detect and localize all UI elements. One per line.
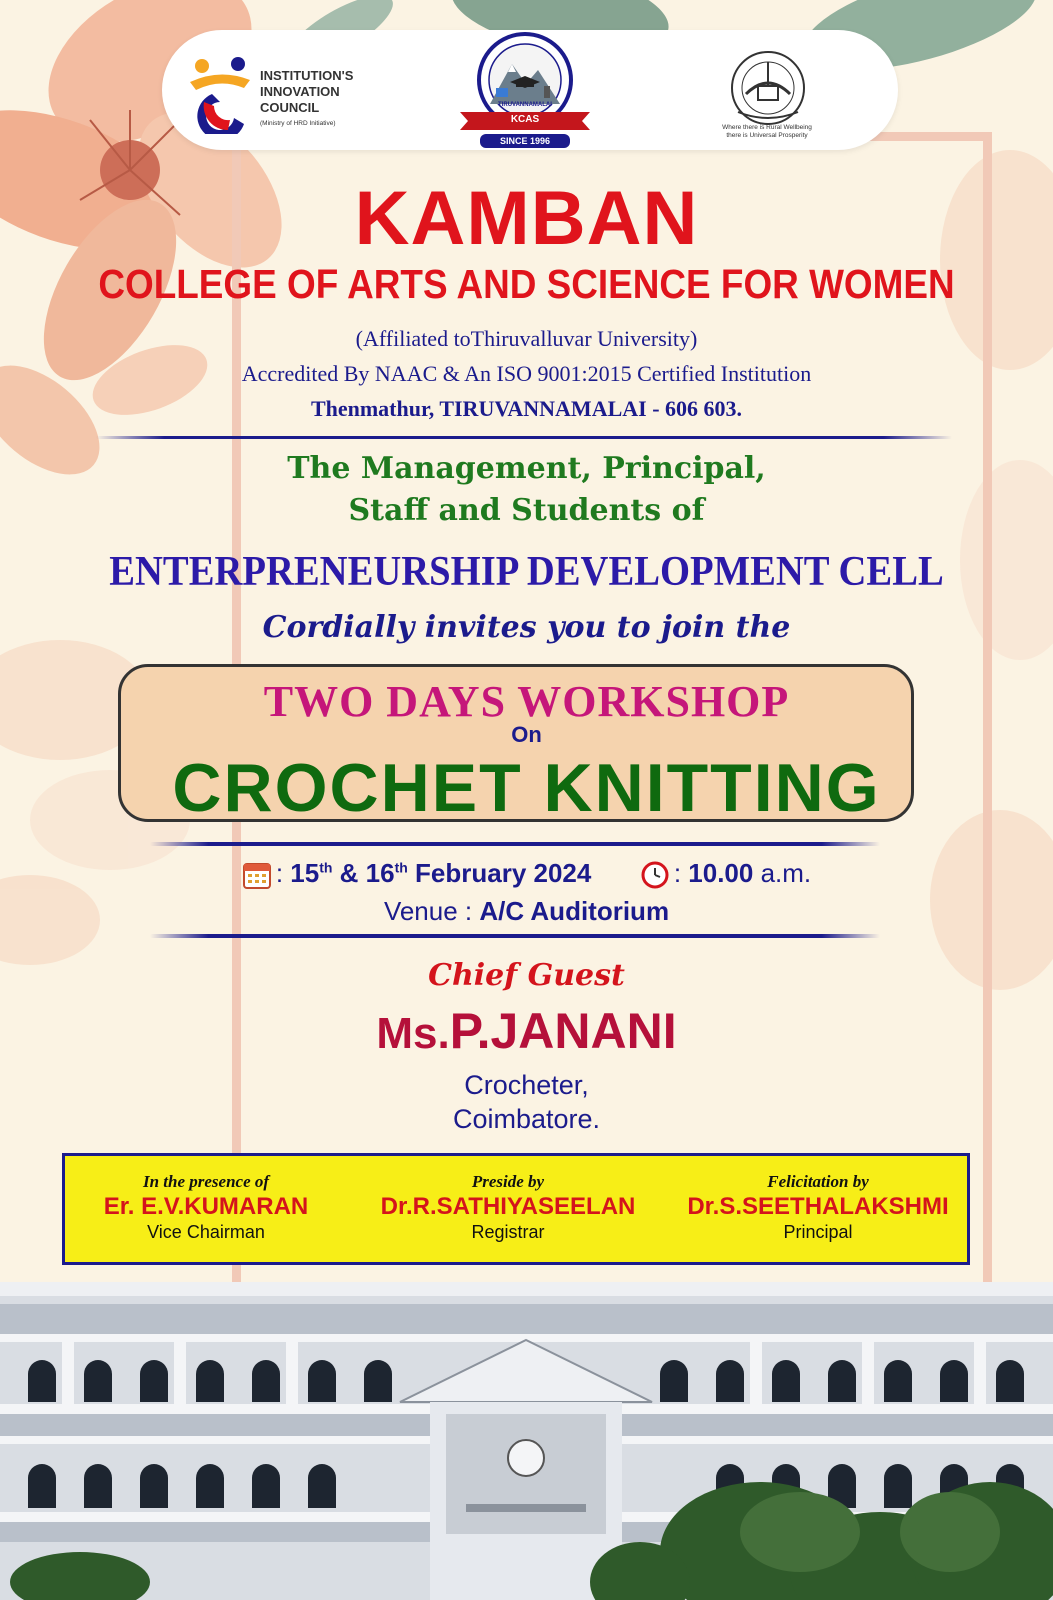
time-value: 10.00 <box>688 858 754 888</box>
clock-icon <box>640 860 670 890</box>
workshop-on: On <box>511 722 542 747</box>
chief-guest-prefix: Ms. <box>376 1009 450 1058</box>
college-name: KAMBAN <box>354 176 699 261</box>
iic-subtitle: (Ministry of HRD Initiative) <box>260 120 336 127</box>
cell-name: ENTERPRENEURSHIP DEVELOPMENT CELL <box>109 549 944 595</box>
date-day-1: 15 <box>290 858 320 888</box>
dignitary-name: Dr.S.SEETHALAKSHMI <box>687 1193 949 1220</box>
kcas-since-text: SINCE 1996 <box>480 134 570 148</box>
date-colon: : <box>275 858 291 888</box>
divider-lower-details <box>150 934 880 938</box>
seal-caption <box>702 124 832 140</box>
venue-value: A/C Auditorium <box>479 896 670 926</box>
workshop-topic: CROCHET KNITTING <box>172 750 881 826</box>
invitation-from <box>0 448 1053 532</box>
dignitary-presence <box>56 1172 356 1243</box>
date-month-year: February 2024 <box>415 858 592 888</box>
iic-line-1: INSTITUTION'S <box>260 68 354 83</box>
college-building-image <box>0 1282 1053 1600</box>
workshop-title: TWO DAYS WORKSHOP <box>263 677 790 726</box>
time-colon: : <box>673 858 689 888</box>
dignitary-role: Vice Chairman <box>147 1222 265 1242</box>
dignitary-felicitation <box>668 1172 968 1243</box>
dignitary-title: In the presence of <box>142 1172 270 1191</box>
invitation-from-line-2: Staff and Students of <box>348 493 705 528</box>
calendar-icon <box>242 860 272 890</box>
seal-caption-line-1: Where there is Rural Wellbeing <box>722 124 812 131</box>
date-suffix-2: th <box>394 859 408 876</box>
iic-text <box>260 68 353 132</box>
date-suffix-1: th <box>319 859 333 876</box>
kcas-ribbon-text: KCAS <box>510 114 540 125</box>
dignitary-name: Er. E.V.KUMARAN <box>103 1193 309 1220</box>
kcas-city-text: TIRUVANNAMALAI <box>498 102 552 108</box>
chief-guest-label: Chief Guest <box>428 958 625 993</box>
iic-logo <box>182 54 412 134</box>
kcas-logo <box>460 32 590 148</box>
dignitary-name: Dr.R.SATHIYASEELAN <box>380 1193 636 1220</box>
divider-top <box>96 436 952 439</box>
logo-bar <box>162 30 898 150</box>
address-text: Thenmathur, TIRUVANNAMALAI - 606 603. <box>310 396 743 421</box>
chief-guest-role: Crocheter, <box>464 1070 589 1100</box>
date-ampersand: & <box>339 858 359 888</box>
chief-guest-name-text: P.JANANI <box>449 1003 677 1059</box>
invite-text: Cordially invites you to join the <box>262 610 791 645</box>
seal-caption-line-2: there is Universal Prosperity <box>726 132 808 139</box>
chief-guest-name <box>0 1002 1053 1060</box>
chief-guest-place: Coimbatore. <box>452 1104 601 1134</box>
chief-guest-details <box>0 1068 1053 1136</box>
iic-line-3: COUNCIL <box>260 100 320 115</box>
dignitary-title: Felicitation by <box>767 1172 869 1191</box>
dignitary-preside <box>358 1172 658 1243</box>
dignitary-role: Principal <box>783 1222 853 1242</box>
venue-line <box>0 896 1053 927</box>
time-suffix: a.m. <box>760 858 812 888</box>
divider-upper-details <box>150 842 880 846</box>
dignitary-role: Registrar <box>471 1222 545 1242</box>
iic-emblem-icon <box>182 54 256 134</box>
date-day-2: 16 <box>365 858 395 888</box>
date-time-line <box>0 858 1053 890</box>
iic-line-2: INNOVATION <box>260 84 340 99</box>
accreditation-text: Accredited By NAAC & An ISO 9001:2015 Certified Institution <box>241 361 812 386</box>
dignitary-title: Preside by <box>471 1172 545 1191</box>
college-full-name: COLLEGE OF ARTS AND SCIENCE FOR WOMEN <box>98 261 955 307</box>
invitation-from-line-1: The Management, Principal, <box>287 451 766 486</box>
affiliation-text: (Affiliated toThiruvalluvar University) <box>355 326 698 351</box>
venue-label: Venue : <box>383 896 473 926</box>
